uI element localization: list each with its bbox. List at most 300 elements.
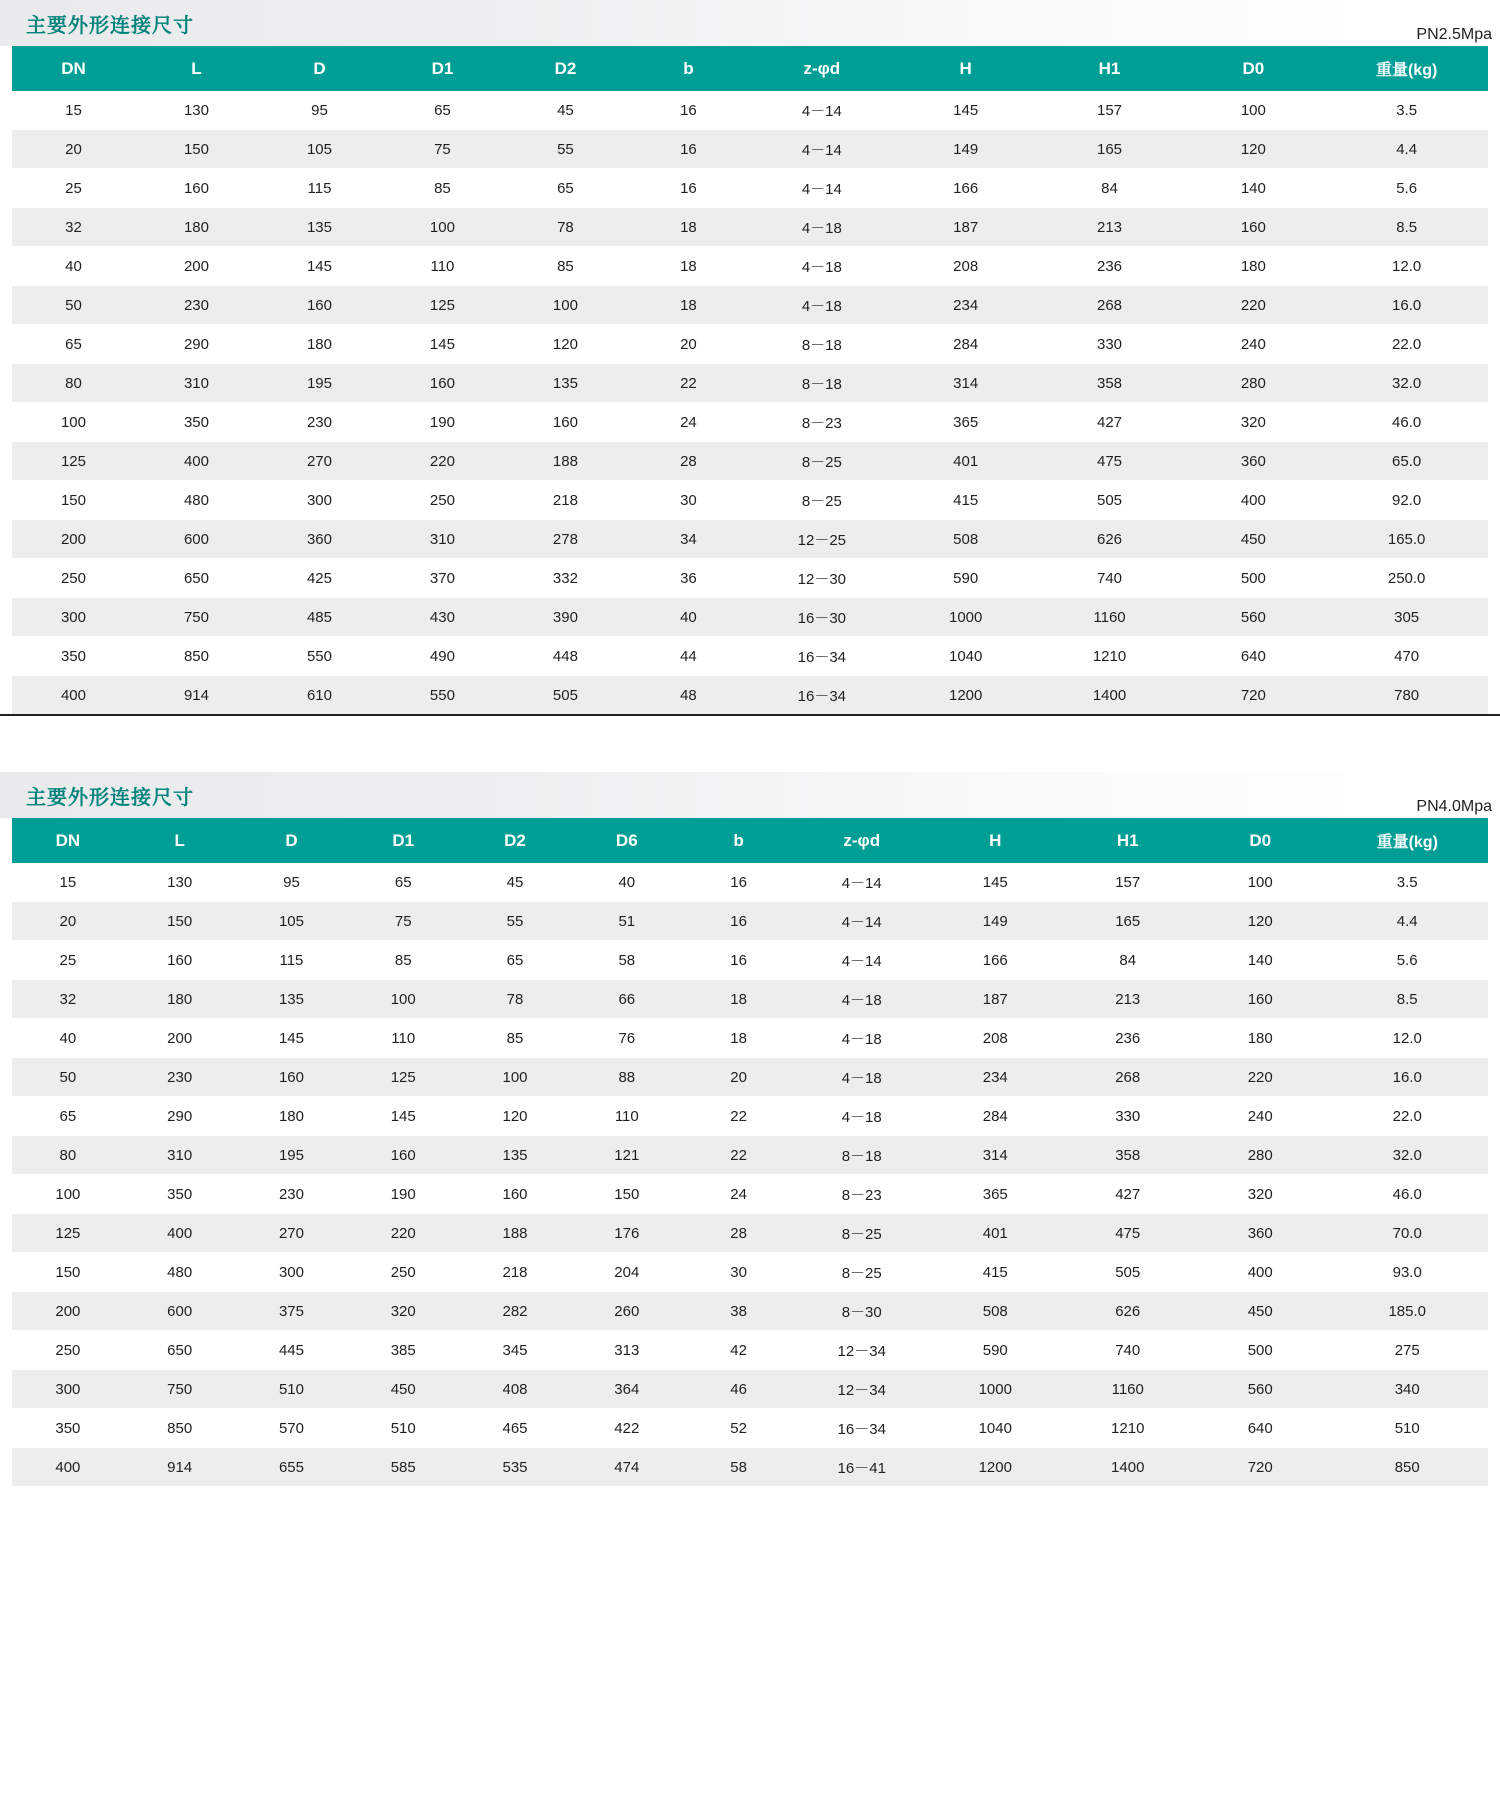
cell-d: 180	[258, 325, 381, 364]
cell-d: 510	[236, 1370, 348, 1409]
cell-h1: 626	[1038, 520, 1182, 559]
cell-b: 52	[683, 1409, 795, 1448]
cell-dn: 25	[12, 169, 135, 208]
table-row	[12, 637, 1488, 676]
cell-h: 208	[894, 247, 1038, 286]
cell-b: 46	[683, 1370, 795, 1409]
cell-d1: 145	[381, 325, 504, 364]
table-row	[12, 286, 1488, 325]
cell-h: 166	[894, 169, 1038, 208]
cell-dn: 350	[12, 1409, 124, 1448]
cell-d1: 490	[381, 637, 504, 676]
cell-l: 290	[135, 325, 258, 364]
table-row	[12, 403, 1488, 442]
cell-dn: 32	[12, 208, 135, 247]
cell-b: 30	[683, 1253, 795, 1292]
cell-d: 105	[236, 902, 348, 941]
cell-zphid: 8－23	[750, 403, 894, 442]
cell-weight: 12.0	[1325, 247, 1488, 286]
cell-d6: 110	[571, 1097, 683, 1136]
cell-h: 208	[929, 1019, 1061, 1058]
cell-dn: 250	[12, 1331, 124, 1370]
cell-weight: 3.5	[1325, 91, 1488, 130]
cell-d0: 360	[1194, 1214, 1326, 1253]
cell-d: 115	[236, 941, 348, 980]
cell-h: 401	[929, 1214, 1061, 1253]
cell-d: 550	[258, 637, 381, 676]
cell-d2: 55	[504, 130, 627, 169]
cell-d: 270	[236, 1214, 348, 1253]
cell-b: 16	[627, 169, 750, 208]
cell-l: 180	[124, 980, 236, 1019]
table-row	[12, 1448, 1488, 1487]
cell-h1: 475	[1038, 442, 1182, 481]
column-header-h: H	[894, 46, 1038, 91]
cell-d: 610	[258, 676, 381, 715]
cell-d6: 474	[571, 1448, 683, 1487]
cell-d0: 320	[1194, 1175, 1326, 1214]
cell-d: 270	[258, 442, 381, 481]
cell-weight: 92.0	[1325, 481, 1488, 520]
cell-d: 425	[258, 559, 381, 598]
cell-d6: 51	[571, 902, 683, 941]
column-header-dn: DN	[12, 46, 135, 91]
column-header-h1: H1	[1038, 46, 1182, 91]
cell-d6: 76	[571, 1019, 683, 1058]
cell-d2: 332	[504, 559, 627, 598]
dimension-section-pn25	[0, 0, 1500, 716]
cell-zphid: 4－18	[750, 208, 894, 247]
table-row	[12, 91, 1488, 130]
cell-l: 150	[135, 130, 258, 169]
cell-d2: 160	[504, 403, 627, 442]
cell-d1: 100	[381, 208, 504, 247]
cell-dn: 300	[12, 598, 135, 637]
cell-weight: 4.4	[1326, 902, 1488, 941]
column-header-l: L	[135, 46, 258, 91]
table-row	[12, 1253, 1488, 1292]
cell-zphid: 8－18	[750, 364, 894, 403]
cell-dn: 400	[12, 1448, 124, 1487]
cell-zphid: 4－14	[750, 169, 894, 208]
cell-dn: 50	[12, 1058, 124, 1097]
cell-d1: 190	[381, 403, 504, 442]
table-row	[12, 1058, 1488, 1097]
cell-b: 30	[627, 481, 750, 520]
cell-d6: 66	[571, 980, 683, 1019]
cell-d0: 360	[1181, 442, 1325, 481]
cell-l: 180	[135, 208, 258, 247]
cell-d: 230	[258, 403, 381, 442]
cell-d: 195	[258, 364, 381, 403]
cell-d6: 364	[571, 1370, 683, 1409]
cell-b: 16	[683, 902, 795, 941]
cell-d0: 160	[1194, 980, 1326, 1019]
cell-l: 230	[135, 286, 258, 325]
cell-b: 20	[683, 1058, 795, 1097]
cell-h: 1040	[929, 1409, 1061, 1448]
cell-d2: 78	[504, 208, 627, 247]
table-row	[12, 169, 1488, 208]
cell-h: 314	[894, 364, 1038, 403]
cell-weight: 3.5	[1326, 863, 1488, 902]
table-row	[12, 902, 1488, 941]
cell-d6: 204	[571, 1253, 683, 1292]
column-header-d2: D2	[504, 46, 627, 91]
cell-d1: 65	[381, 91, 504, 130]
cell-dn: 150	[12, 481, 135, 520]
column-header-d: D	[258, 46, 381, 91]
cell-zphid: 16－34	[750, 676, 894, 715]
cell-weight: 16.0	[1325, 286, 1488, 325]
table-row	[12, 325, 1488, 364]
cell-b: 22	[627, 364, 750, 403]
cell-dn: 65	[12, 325, 135, 364]
cell-h: 166	[929, 941, 1061, 980]
table-container	[0, 46, 1500, 716]
column-header-b: b	[627, 46, 750, 91]
cell-weight: 5.6	[1325, 169, 1488, 208]
cell-d0: 100	[1181, 91, 1325, 130]
cell-l: 600	[124, 1292, 236, 1331]
cell-h1: 165	[1038, 130, 1182, 169]
cell-h1: 268	[1062, 1058, 1194, 1097]
cell-dn: 20	[12, 902, 124, 941]
dimensions-table-pn40	[12, 818, 1488, 1486]
table-row	[12, 676, 1488, 715]
cell-zphid: 4－18	[794, 980, 929, 1019]
cell-h: 1200	[894, 676, 1038, 715]
cell-d0: 100	[1194, 863, 1326, 902]
column-header-h1: H1	[1062, 818, 1194, 863]
cell-l: 130	[124, 863, 236, 902]
cell-h: 508	[929, 1292, 1061, 1331]
cell-d: 145	[236, 1019, 348, 1058]
cell-h1: 505	[1038, 481, 1182, 520]
cell-d0: 560	[1181, 598, 1325, 637]
cell-d: 135	[258, 208, 381, 247]
cell-zphid: 4－14	[750, 91, 894, 130]
cell-h: 284	[929, 1097, 1061, 1136]
cell-weight: 510	[1326, 1409, 1488, 1448]
table-row	[12, 442, 1488, 481]
cell-l: 914	[135, 676, 258, 715]
table-row	[12, 130, 1488, 169]
column-header-dn: DN	[12, 818, 124, 863]
cell-weight: 32.0	[1325, 364, 1488, 403]
cell-d6: 176	[571, 1214, 683, 1253]
cell-b: 18	[627, 208, 750, 247]
cell-h: 1000	[929, 1370, 1061, 1409]
cell-d0: 140	[1194, 941, 1326, 980]
cell-zphid: 16－34	[794, 1409, 929, 1448]
cell-dn: 20	[12, 130, 135, 169]
cell-d2: 345	[459, 1331, 571, 1370]
cell-zphid: 4－18	[750, 247, 894, 286]
cell-h: 187	[894, 208, 1038, 247]
cell-h: 1000	[894, 598, 1038, 637]
cell-d0: 180	[1181, 247, 1325, 286]
cell-h: 145	[894, 91, 1038, 130]
cell-b: 22	[683, 1136, 795, 1175]
section-title: 主要外形连接尺寸	[26, 14, 194, 37]
cell-d0: 450	[1194, 1292, 1326, 1331]
cell-h: 234	[929, 1058, 1061, 1097]
column-header-z-phi-d: z-φd	[794, 818, 929, 863]
cell-d2: 505	[504, 676, 627, 715]
cell-d6: 260	[571, 1292, 683, 1331]
cell-h1: 740	[1038, 559, 1182, 598]
cell-h1: 1400	[1062, 1448, 1194, 1487]
cell-zphid: 8－30	[794, 1292, 929, 1331]
cell-d: 230	[236, 1175, 348, 1214]
dimension-section-pn40	[0, 772, 1500, 1486]
table-row	[12, 1292, 1488, 1331]
cell-d: 300	[258, 481, 381, 520]
table-header-row	[12, 46, 1488, 91]
cell-h: 187	[929, 980, 1061, 1019]
cell-d0: 120	[1194, 902, 1326, 941]
cell-d: 160	[258, 286, 381, 325]
cell-b: 16	[683, 863, 795, 902]
cell-d0: 240	[1194, 1097, 1326, 1136]
cell-d1: 125	[347, 1058, 459, 1097]
cell-l: 750	[124, 1370, 236, 1409]
cell-h1: 157	[1062, 863, 1194, 902]
cell-h1: 84	[1062, 941, 1194, 980]
cell-h1: 626	[1062, 1292, 1194, 1331]
table-row	[12, 247, 1488, 286]
cell-d: 135	[236, 980, 348, 1019]
cell-b: 16	[683, 941, 795, 980]
cell-h: 314	[929, 1136, 1061, 1175]
cell-h1: 1400	[1038, 676, 1182, 715]
cell-d0: 400	[1194, 1253, 1326, 1292]
cell-weight: 850	[1326, 1448, 1488, 1487]
cell-d0: 120	[1181, 130, 1325, 169]
cell-weight: 250.0	[1325, 559, 1488, 598]
cell-d1: 220	[381, 442, 504, 481]
cell-h1: 1210	[1062, 1409, 1194, 1448]
cell-d: 570	[236, 1409, 348, 1448]
cell-d2: 120	[459, 1097, 571, 1136]
table-row	[12, 1370, 1488, 1409]
table-row	[12, 559, 1488, 598]
cell-h1: 213	[1062, 980, 1194, 1019]
cell-h: 1040	[894, 637, 1038, 676]
cell-d2: 135	[504, 364, 627, 403]
cell-d2: 100	[459, 1058, 571, 1097]
cell-l: 480	[135, 481, 258, 520]
cell-d0: 180	[1194, 1019, 1326, 1058]
cell-dn: 40	[12, 1019, 124, 1058]
cell-b: 18	[683, 1019, 795, 1058]
dimensions-table-pn25	[12, 46, 1488, 714]
cell-zphid: 4－14	[794, 863, 929, 902]
cell-l: 480	[124, 1253, 236, 1292]
cell-weight: 470	[1325, 637, 1488, 676]
cell-zphid: 4－14	[794, 902, 929, 941]
cell-d2: 535	[459, 1448, 571, 1487]
cell-dn: 50	[12, 286, 135, 325]
cell-h1: 740	[1062, 1331, 1194, 1370]
cell-h: 415	[929, 1253, 1061, 1292]
cell-l: 600	[135, 520, 258, 559]
cell-weight: 93.0	[1326, 1253, 1488, 1292]
cell-d: 360	[258, 520, 381, 559]
cell-b: 16	[627, 130, 750, 169]
cell-h1: 505	[1062, 1253, 1194, 1292]
table-row	[12, 1136, 1488, 1175]
cell-zphid: 12－30	[750, 559, 894, 598]
cell-dn: 100	[12, 403, 135, 442]
cell-h1: 427	[1038, 403, 1182, 442]
cell-d0: 280	[1194, 1136, 1326, 1175]
cell-l: 130	[135, 91, 258, 130]
cell-d0: 450	[1181, 520, 1325, 559]
cell-dn: 100	[12, 1175, 124, 1214]
cell-d1: 320	[347, 1292, 459, 1331]
cell-b: 22	[683, 1097, 795, 1136]
cell-b: 18	[627, 286, 750, 325]
cell-d1: 125	[381, 286, 504, 325]
table-row	[12, 1097, 1488, 1136]
cell-h: 149	[929, 902, 1061, 941]
column-header-weight: 重量(kg)	[1325, 46, 1488, 91]
cell-d2: 188	[459, 1214, 571, 1253]
cell-weight: 22.0	[1325, 325, 1488, 364]
cell-d: 485	[258, 598, 381, 637]
table-row	[12, 1175, 1488, 1214]
cell-d2: 390	[504, 598, 627, 637]
cell-d: 115	[258, 169, 381, 208]
cell-h1: 1210	[1038, 637, 1182, 676]
cell-l: 400	[135, 442, 258, 481]
cell-d2: 160	[459, 1175, 571, 1214]
pressure-rating-label: PN4.0Mpa	[1416, 798, 1492, 815]
cell-l: 160	[124, 941, 236, 980]
cell-l: 914	[124, 1448, 236, 1487]
table-header-row	[12, 818, 1488, 863]
cell-h: 234	[894, 286, 1038, 325]
cell-d6: 422	[571, 1409, 683, 1448]
cell-dn: 15	[12, 863, 124, 902]
cell-d1: 65	[347, 863, 459, 902]
cell-h: 401	[894, 442, 1038, 481]
section-header-bar	[0, 772, 1500, 818]
cell-weight: 65.0	[1325, 442, 1488, 481]
cell-h: 508	[894, 520, 1038, 559]
table-row	[12, 1331, 1488, 1370]
cell-d0: 220	[1194, 1058, 1326, 1097]
cell-d2: 100	[504, 286, 627, 325]
cell-d: 375	[236, 1292, 348, 1331]
cell-zphid: 4－14	[750, 130, 894, 169]
cell-b: 44	[627, 637, 750, 676]
cell-b: 34	[627, 520, 750, 559]
column-header-d0: D0	[1194, 818, 1326, 863]
cell-d: 655	[236, 1448, 348, 1487]
cell-d6: 150	[571, 1175, 683, 1214]
cell-d0: 500	[1194, 1331, 1326, 1370]
cell-weight: 4.4	[1325, 130, 1488, 169]
cell-zphid: 8－25	[750, 442, 894, 481]
cell-d2: 85	[504, 247, 627, 286]
cell-d2: 78	[459, 980, 571, 1019]
cell-h: 365	[894, 403, 1038, 442]
cell-zphid: 8－18	[750, 325, 894, 364]
cell-zphid: 12－34	[794, 1331, 929, 1370]
cell-weight: 70.0	[1326, 1214, 1488, 1253]
cell-zphid: 4－18	[794, 1097, 929, 1136]
cell-dn: 200	[12, 1292, 124, 1331]
cell-d: 95	[236, 863, 348, 902]
cell-b: 38	[683, 1292, 795, 1331]
cell-d1: 85	[381, 169, 504, 208]
section-title: 主要外形连接尺寸	[26, 786, 194, 809]
cell-d2: 282	[459, 1292, 571, 1331]
cell-weight: 185.0	[1326, 1292, 1488, 1331]
cell-l: 160	[135, 169, 258, 208]
cell-l: 650	[124, 1331, 236, 1370]
cell-d0: 720	[1181, 676, 1325, 715]
cell-zphid: 16－34	[750, 637, 894, 676]
cell-dn: 25	[12, 941, 124, 980]
cell-d: 145	[258, 247, 381, 286]
cell-b: 18	[683, 980, 795, 1019]
cell-d: 95	[258, 91, 381, 130]
cell-dn: 400	[12, 676, 135, 715]
cell-d: 195	[236, 1136, 348, 1175]
cell-d1: 585	[347, 1448, 459, 1487]
cell-weight: 46.0	[1326, 1175, 1488, 1214]
cell-d: 445	[236, 1331, 348, 1370]
cell-d0: 640	[1181, 637, 1325, 676]
cell-d1: 220	[347, 1214, 459, 1253]
cell-h: 149	[894, 130, 1038, 169]
cell-d1: 75	[381, 130, 504, 169]
cell-b: 20	[627, 325, 750, 364]
column-header-h: H	[929, 818, 1061, 863]
cell-dn: 125	[12, 1214, 124, 1253]
cell-zphid: 4－14	[794, 941, 929, 980]
cell-l: 750	[135, 598, 258, 637]
column-header-d0: D0	[1181, 46, 1325, 91]
cell-b: 28	[683, 1214, 795, 1253]
cell-dn: 80	[12, 364, 135, 403]
cell-l: 350	[135, 403, 258, 442]
cell-zphid: 12－25	[750, 520, 894, 559]
cell-d0: 320	[1181, 403, 1325, 442]
cell-b: 24	[627, 403, 750, 442]
cell-d1: 550	[381, 676, 504, 715]
cell-d0: 240	[1181, 325, 1325, 364]
cell-h1: 165	[1062, 902, 1194, 941]
table-body	[12, 863, 1488, 1486]
cell-d2: 85	[459, 1019, 571, 1058]
cell-d2: 120	[504, 325, 627, 364]
cell-l: 350	[124, 1175, 236, 1214]
cell-dn: 15	[12, 91, 135, 130]
cell-d2: 465	[459, 1409, 571, 1448]
cell-d0: 280	[1181, 364, 1325, 403]
table-row	[12, 481, 1488, 520]
cell-weight: 46.0	[1325, 403, 1488, 442]
cell-zphid: 8－23	[794, 1175, 929, 1214]
table-row	[12, 980, 1488, 1019]
cell-d6: 58	[571, 941, 683, 980]
table-row	[12, 863, 1488, 902]
